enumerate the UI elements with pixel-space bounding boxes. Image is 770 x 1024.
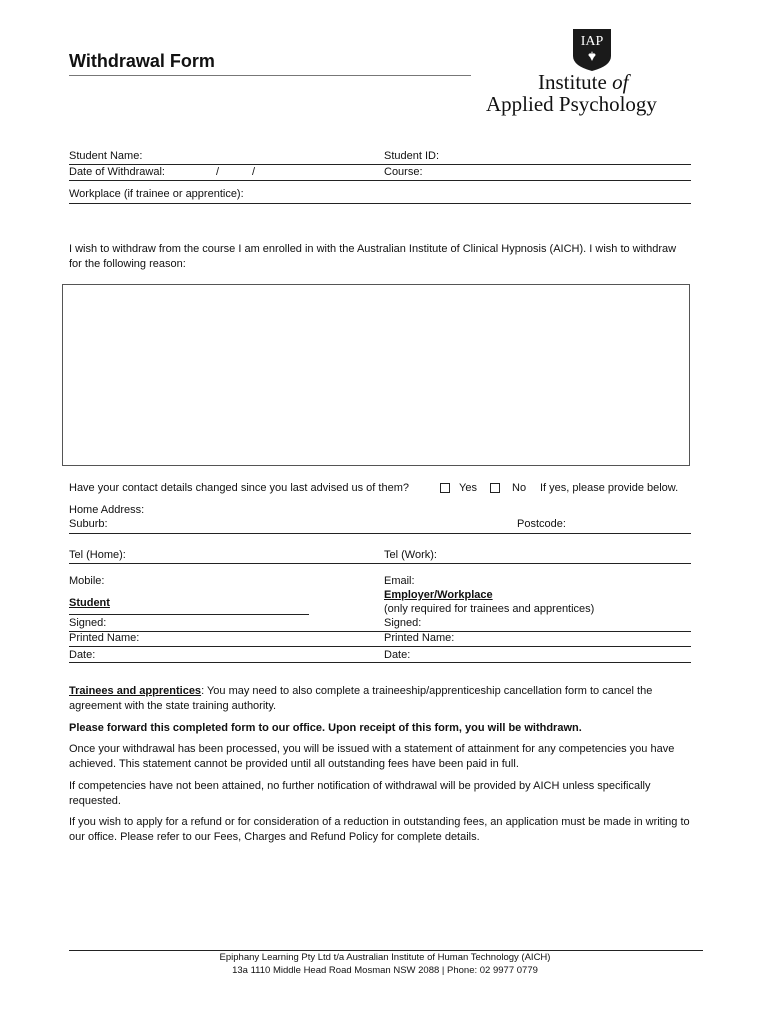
iap-logo (486, 28, 698, 120)
divider-signature-heading (69, 614, 309, 615)
employer-date-label: Date: (384, 649, 411, 661)
employer-printed-name-label: Printed Name: (384, 632, 455, 644)
postcode-label: Postcode: (517, 518, 566, 530)
date-slash-1: / (216, 166, 220, 178)
student-name-label: Student Name: (69, 150, 143, 162)
processed-note: Once your withdrawal has been processed, you will be issued with a statement of attainment for any competencies you have achieved. This statement cannot be provided until all outstanding fees have been paid in full. (69, 743, 675, 770)
logo-line1-italic: of (612, 70, 629, 94)
withdrawal-intro: I wish to withdraw from the course I am enrolled in with the Australian Institute of Clinical Hypnosis (AICH). I wish to withdraw for the following reason: (69, 243, 677, 270)
workplace-label: Workplace (if trainee or apprentice): (69, 188, 244, 200)
mobile-label: Mobile: (69, 575, 105, 587)
student-date-label: Date: (69, 649, 96, 661)
student-id-label: Student ID: (384, 150, 440, 162)
footer-line-1: Epiphany Learning Pty Ltd t/a Australian Institute of Human Technology (AICH) (219, 952, 551, 963)
divider-suburb (69, 533, 691, 534)
course-label: Course: (384, 166, 423, 178)
student-heading: Student (69, 597, 110, 609)
title-divider (69, 75, 471, 76)
footer-line-2: 13a 1110 Middle Head Road Mosman NSW 2088 | Phone: 02 9977 0779 (232, 965, 538, 976)
suburb-label: Suburb: (69, 518, 108, 530)
home-address-label: Home Address: (69, 504, 145, 516)
employer-signed-label: Signed: (384, 617, 422, 629)
divider-tel (69, 563, 691, 564)
email-label: Email: (384, 575, 415, 587)
student-printed-name-label: Printed Name: (69, 632, 140, 644)
logo-line2: Applied Psychology (486, 92, 657, 116)
reason-textarea[interactable] (62, 284, 690, 466)
divider-student-name (69, 164, 691, 165)
employer-heading: Employer/Workplace (384, 589, 493, 601)
trainees-label: Trainees and apprentices (69, 685, 202, 697)
tel-work-label: Tel (Work): (384, 549, 437, 561)
divider-date-sign (69, 662, 691, 663)
iap-shield-icon (572, 28, 612, 72)
student-signed-label: Signed: (69, 617, 107, 629)
yes-checkbox[interactable] (440, 483, 450, 493)
logo-line1-prefix: Institute (538, 70, 613, 94)
trainees-text: : You may need to also complete a traineeship/apprenticeship cancellation form to cancel the agreement with the state training authority. (69, 685, 653, 712)
refund-note: If you wish to apply for a refund or for consideration of a reduction in outstanding fees, an application must be made in writing to our office. Please refer to our Fees, Charges and Refund Policy for complete details. (69, 816, 690, 843)
competencies-note: If competencies have not been attained, no further notification of withdrawal will be provided by AICH unless specifically requested. (69, 780, 651, 807)
trainees-note (69, 684, 701, 714)
employer-note: (only required for trainees and apprentices) (384, 603, 595, 615)
divider-workplace (69, 203, 691, 204)
contact-hint: If yes, please provide below. (540, 482, 679, 494)
contact-changed-question: Have your contact details changed since you last advised us of them? (69, 482, 409, 494)
form-title: Withdrawal Form (69, 51, 215, 71)
yes-label: Yes (459, 482, 477, 494)
no-label: No (512, 482, 527, 494)
no-checkbox[interactable] (490, 483, 500, 493)
date-of-withdrawal-label: Date of Withdrawal: (69, 166, 165, 178)
forward-note: Please forward this completed form to our office. Upon receipt of this form, you will be withdrawn. (69, 722, 582, 734)
tel-home-label: Tel (Home): (69, 549, 126, 561)
logo-badge-text: IAP (580, 34, 604, 49)
divider-date (69, 180, 691, 181)
divider-printed-name (69, 646, 691, 647)
date-slash-2: / (252, 166, 256, 178)
divider-signed (69, 631, 691, 632)
